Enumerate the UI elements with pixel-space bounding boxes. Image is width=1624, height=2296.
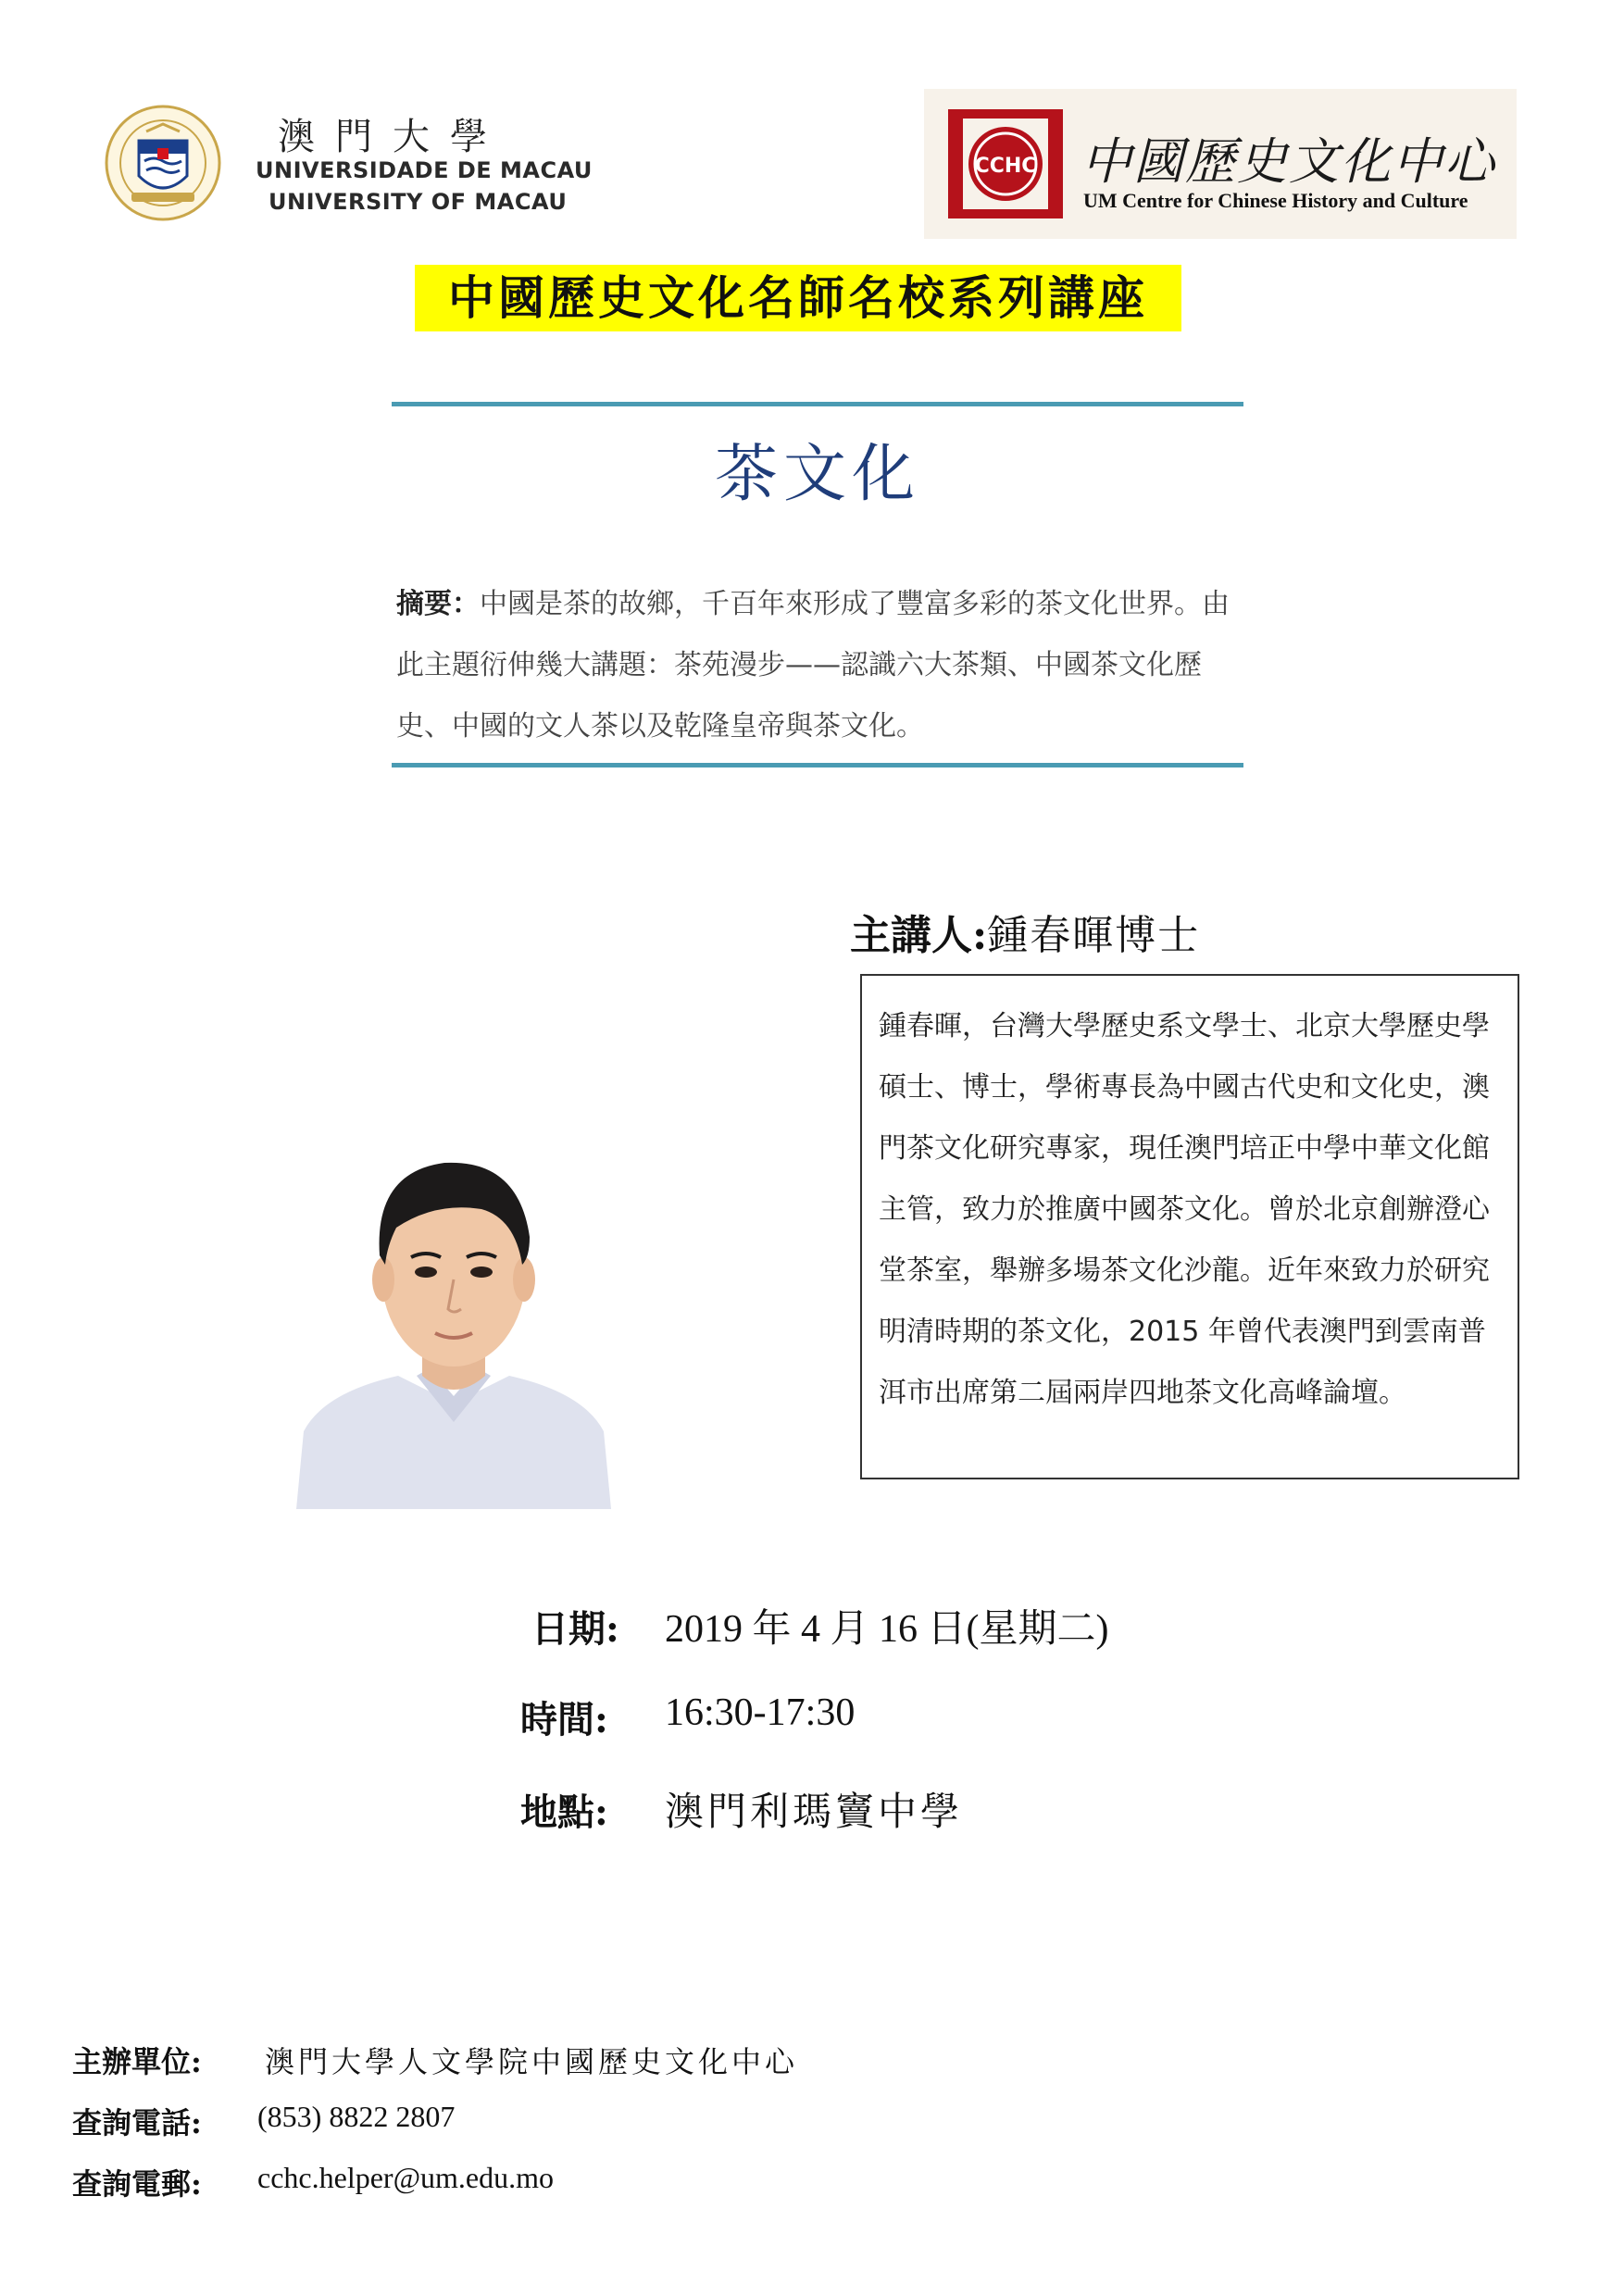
um-name-en: UNIVERSITY OF MACAU [269, 189, 568, 215]
abstract-label: 摘要： [396, 588, 480, 620]
speaker-name: 鍾春暉博士 [987, 912, 1201, 959]
date-value: 2019 年 4 月 16 日(星期二) [665, 1608, 1109, 1651]
phone-value[interactable]: (853) 8822 2807 [257, 2100, 456, 2133]
divider-top [392, 402, 1243, 406]
cchc-logo [924, 89, 1517, 239]
abstract [396, 574, 1248, 757]
divider-bottom [392, 763, 1243, 767]
time-label: 時間: [520, 1698, 608, 1741]
cchc-name-en: UM Centre for Chinese History and Culture [1083, 189, 1468, 212]
cchc-name-zh: 中國歷史文化中心 [1081, 132, 1496, 191]
email-value[interactable]: cchc.helper@um.edu.mo [257, 2161, 555, 2194]
series-title: 中國歷史文化名師名校系列講座 [415, 265, 1181, 331]
lecture-title: 茶文化 [714, 438, 920, 511]
um-logo [104, 104, 593, 224]
speaker-bio: 鍾春暉，台灣大學歷史系文學士、北京大學歷史學碩士、博士，學術專長為中國古代史和文化史，澳門茶文化研究專家，現任澳門培正中學中華文化館主管，致力於推廣中國茶文化。曾於北京創辦澄心堂茶室，舉辦多場茶文化沙龍。近年來致力於研究明清時期的茶文化，2015 年曾代表澳門到雲南普洱市出席第二屆兩岸四地茶文化高峰論壇。 [879, 1010, 1490, 1409]
email-label: 查詢電郵: [72, 2166, 202, 2202]
organizer-value: 澳門大學人文學院中國歷史文化中心 [265, 2044, 799, 2079]
venue-label: 地點: [520, 1791, 608, 1834]
date-label: 日期: [531, 1607, 619, 1651]
cchc-emblem-text: CCHC [974, 155, 1037, 178]
um-seal-icon [104, 104, 222, 222]
speaker-label: 主講人: [850, 912, 988, 959]
abstract-text: 中國是茶的故鄉，千百年來形成了豐富多彩的茶文化世界。由此主題衍伸幾大講題：茶苑漫步——認識六大茶類、中國茶文化歷史、中國的文人茶以及乾隆皇帝與茶文化。 [396, 588, 1230, 742]
speaker-photo [287, 1098, 620, 1509]
organizer-label: 主辦單位: [72, 2044, 202, 2079]
speaker-heading [850, 902, 1200, 961]
um-name-pt: UNIVERSIDADE DE MACAU [256, 157, 593, 183]
venue-value: 澳門利瑪竇中學 [665, 1789, 964, 1834]
speaker-bio-box [860, 974, 1519, 1479]
cchc-emblem-icon [948, 109, 1063, 218]
um-name-zh: 澳門大學 [278, 116, 507, 158]
phone-label: 查詢電話: [72, 2105, 202, 2140]
time-value: 16:30-17:30 [665, 1691, 856, 1734]
